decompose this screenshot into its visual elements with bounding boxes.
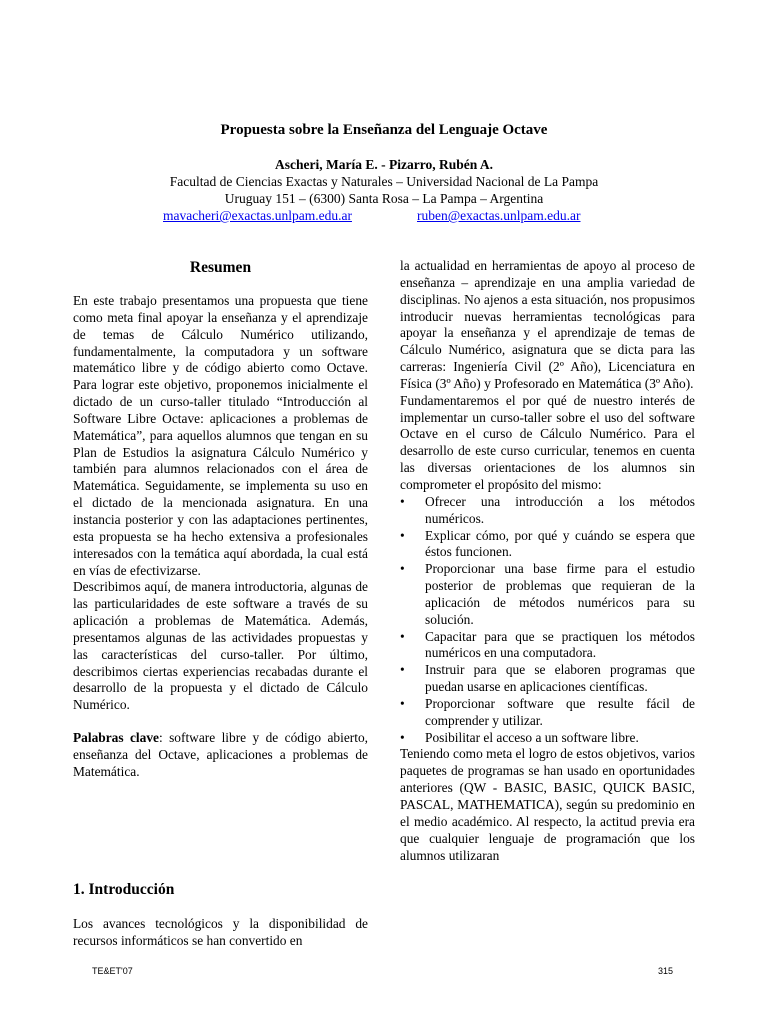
address: Uruguay 151 – (6300) Santa Rosa – La Pampa – Argentina: [224, 191, 544, 206]
email-row: [0, 207, 768, 224]
email-link-ascheri[interactable]: mavacheri@exactas.unlpam.edu.ar: [163, 208, 352, 223]
footer-page-number: 315: [658, 966, 674, 976]
keywords-text: : software libre y de código abierto, enseñanza del Octave, aplicaciones a problemas de Matemática.: [73, 730, 368, 779]
bullet-icon: •: [400, 561, 405, 577]
abstract-heading: Resumen: [189, 259, 252, 276]
intro-paragraph-1: Los avances tecnológicos y la disponibilidad de recursos informáticos se han convertido en: [73, 916, 368, 948]
list-item: • Ofrecer una introducción a los métodos numéricos.: [400, 493, 695, 526]
author-block: [0, 156, 768, 224]
list-item: • Capacitar para que se practiquen los métodos numéricos en una computadora.: [400, 628, 695, 661]
email-link-pizarro[interactable]: ruben@exactas.unlpam.edu.ar: [417, 208, 581, 223]
bullet-icon: •: [400, 527, 405, 543]
section-heading-introduccion: 1. Introducción: [73, 881, 175, 898]
right-paragraph-1: la actualidad en herramientas de apoyo al proceso de enseñanza – aprendizaje en una amplia variedad de disciplinas. No ajenos a esta situación, nos propusimos introducir nuevas herramientas tecnológicas para apoyar la enseñanza y el aprendizaje de temas de Cálculo Numérico, asignatura que se dicta para las carreras: Ingeniería Civil (2º Año), Licenciatura en Física (3º Año) y Profesorado en Matemática (3º Año).: [400, 258, 695, 391]
author-names: Ascheri, María E. - Pizarro, Rubén A.: [275, 157, 493, 172]
keywords: [73, 730, 368, 781]
left-column: [73, 293, 368, 781]
list-item: • Posibilitar el acceso a un software libre.: [400, 729, 639, 745]
list-item: • Proporcionar software que resulte fácil de comprender y utilizar.: [400, 695, 695, 728]
bullet-icon: •: [400, 662, 405, 678]
abstract-paragraph-1: En este trabajo presentamos una propuesta que tiene como meta final apoyar la enseñanza y el aprendizaje de temas de Cálculo Numérico utilizando, fundamentalmente, la computadora y un software matemático libre y de código abierto como Octave. Para lograr este objetivo, proponemos inicialmente el dictado de un curso-taller titulado “Introducción al Software Libre Octave: aplicaciones a problemas de Matemática”, para aquellos alumnos que tengan en su Plan de Estudios la asignatura Cálculo Numérico y también para alumnos relacionados con el área de Matemática. Seguidamente, se implementa su uso en el dictado de la mencionada asignatura. En una instancia posterior y con las adaptaciones pertinentes, esta propuesta se ha hecho extensiva a profesionales interesados con la temática aquí abordada, la cual está en vías de efectivizarse.: [73, 293, 368, 578]
footer-conference: TE&ET'07: [92, 966, 133, 976]
bullet-icon: •: [400, 695, 405, 711]
bullet-icon: •: [400, 729, 405, 745]
list-item: • Explicar cómo, por qué y cuándo se espera que éstos funcionen.: [400, 527, 695, 560]
list-item: • Instruir para que se elaboren programas que puedan usarse en aplicaciones científicas.: [400, 662, 695, 695]
objectives-list: [400, 494, 695, 747]
bullet-icon: •: [400, 628, 405, 644]
keywords-label: Palabras clave: [73, 730, 159, 746]
paper-title: Propuesta sobre la Enseñanza del Lenguaje Octave: [220, 122, 548, 138]
right-paragraph-2: Fundamentaremos el por qué de nuestro interés de implementar un curso-taller sobre el uso del software Octave en el curso de Cálculo Numérico. Para el desarrollo de este curso curricular, tenemos en cuenta las diversas orientaciones de los alumnos sin comprometer el propósito del mismo:: [400, 392, 695, 492]
right-column: [400, 258, 695, 864]
list-item: • Proporcionar una base firme para el estudio posterior de problemas que requieran de la aplicación de métodos numéricos para su solución.: [400, 561, 695, 627]
abstract-paragraph-2: Describimos aquí, de manera introductoria, algunas de las particularidades de este software a través de su aplicación a problemas de Matemática. Además, presentamos algunas de las actividades propuestas y las características del curso-taller. Por último, describimos ciertas experiencias recabadas durante el desarrollo de la propuesta y el dictado de Cálculo Numérico.: [73, 579, 368, 713]
bullet-icon: •: [400, 493, 405, 509]
right-paragraph-3: Teniendo como meta el logro de estos objetivos, varios paquetes de programas se han usado en oportunidades anteriores (QW - BASIC, BASIC, QUICK BASIC, PASCAL, MATHEMATICA), según su predominio en el medio académico. Al respecto, la actitud previa era que cualquier lenguaje de programación que los alumnos utilizaran: [400, 746, 695, 863]
affiliation: Facultad de Ciencias Exactas y Naturales – Universidad Nacional de La Pampa: [169, 174, 599, 189]
